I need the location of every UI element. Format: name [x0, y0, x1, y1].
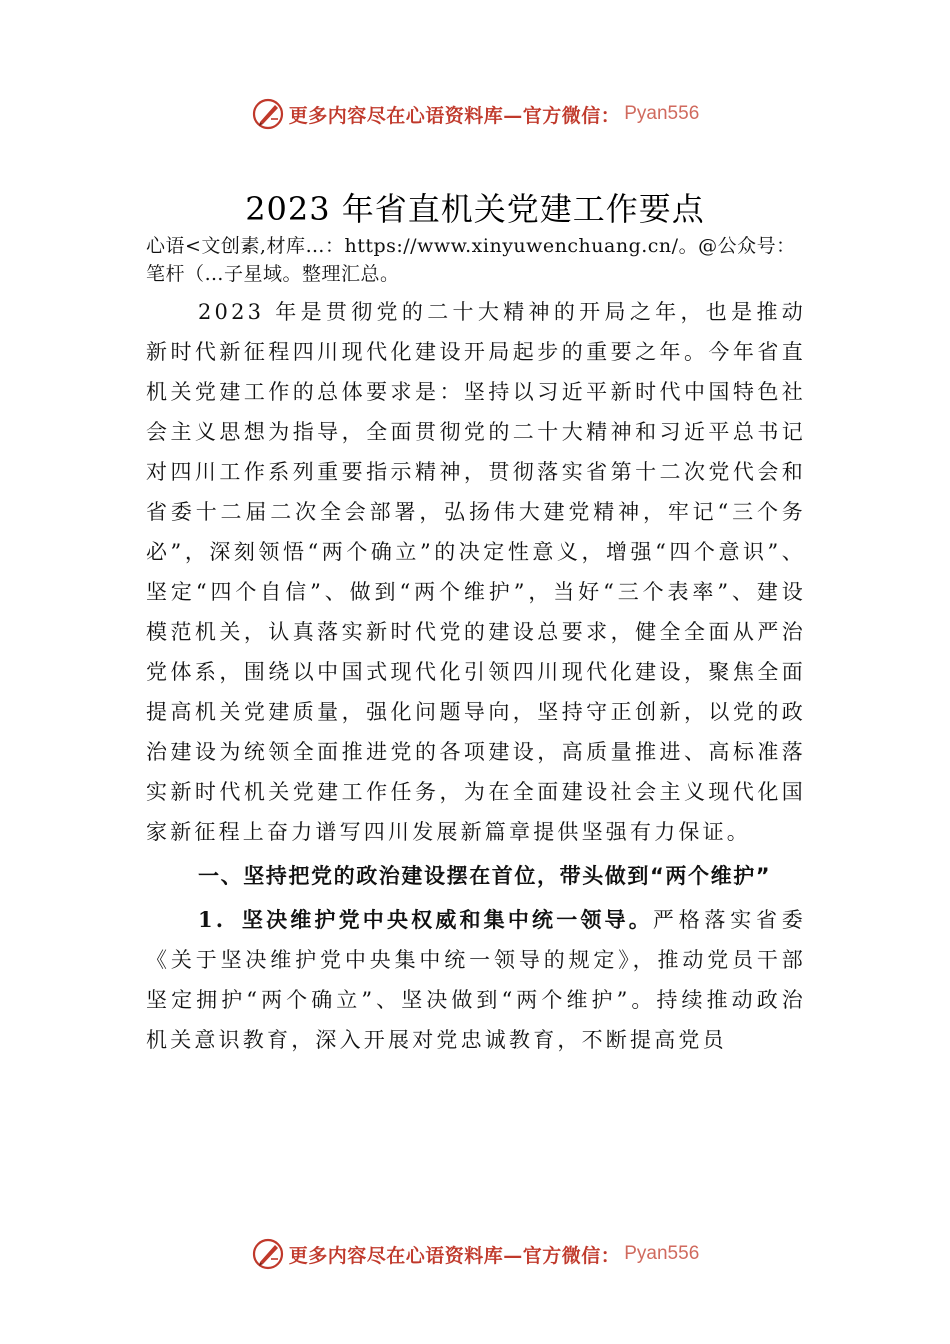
item-1-body: 严格落实省委《关于坚决维护党中央集中统一领导的规定》，推动党员干部坚定拥护“两个确立”、坚决做到“两个维护”。持续推动政治机关意识教育，深入开展对党忠诚教育，不断提高党员	[146, 908, 807, 1052]
header-wechat-id: Pyan556	[624, 103, 700, 124]
section-1-heading: 一、坚持把党的政治建设摆在首位，带头做到“两个维护”	[198, 864, 772, 888]
intro-paragraph: 2023 年是贯彻党的二十大精神的开局之年，也是推动新时代新征程四川现代化建设开局起步的重要之年。今年省直机关党建工作的总体要求是：坚持以习近平新时代中国特色社会主义思想为指导，全面贯彻党的二十大精神和习近平总书记对四川工作系列重要指示精神，贯彻落实省第十二次党代会和省委十二届二次全会部署，弘扬伟大建党精神，牢记“三个务必”，深刻领悟“两个确立”的决定性意义，增强“四个意识”、坚定“四个自信”、做到“两个维护”，当好“三个表率”、建设模范机关，认真落实新时代党的建设总要求，健全全面从严治党体系，围绕以中国式现代化引领四川现代化建设，聚焦全面提高机关党建质量，强化问题导向，坚持守正创新，以党的政治建设为统领全面推进党的各项建设，高质量推进、高标准落实新时代机关党建工作任务，为在全面建设社会主义现代化国家新征程上奋力谱写四川发展新篇章提供坚强有力保证。	[146, 300, 806, 844]
header-banner	[0, 96, 950, 132]
document-title: 2023 年省直机关党建工作要点	[245, 190, 705, 228]
item-1-paragraph	[146, 900, 806, 1060]
quill-pen-logo-icon	[251, 1237, 285, 1271]
footer-banner	[0, 1236, 950, 1272]
header-banner-text: 更多内容尽在心语资料库—官方微信：	[288, 104, 621, 127]
footer-wechat-id: Pyan556	[624, 1243, 700, 1264]
document-body	[146, 232, 806, 1060]
item-1-lead: 坚决维护党中央权威和集中统一领导。	[240, 908, 653, 932]
footer-banner-text: 更多内容尽在心语资料库—官方微信：	[288, 1244, 621, 1267]
source-attribution-line: 心语<文创素,材库…：https://www.xinyuwenchuang.cn/。@公众号：笔杆（…子星域。整理汇总。	[146, 235, 796, 285]
quill-pen-logo-icon	[251, 97, 285, 131]
item-1-number: 1.	[198, 907, 227, 932]
